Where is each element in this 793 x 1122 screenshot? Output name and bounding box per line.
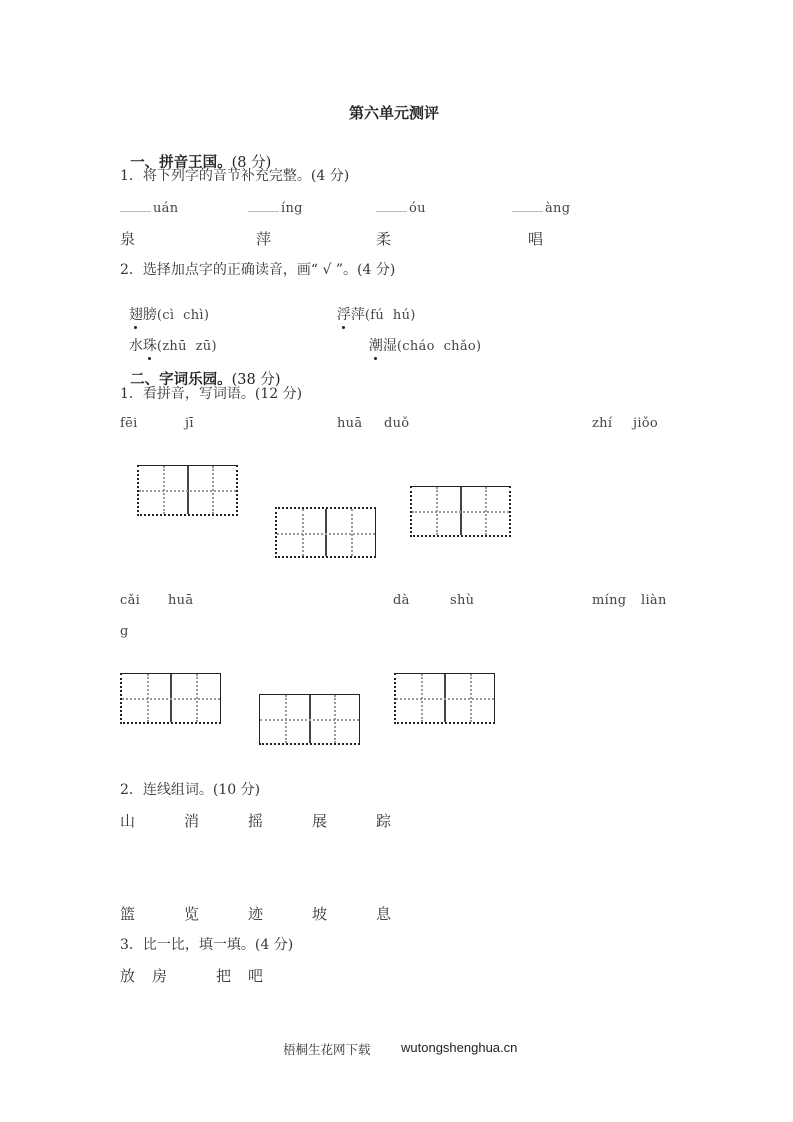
pinyin-da: dà (393, 593, 410, 608)
compare-char-3: 把 (216, 967, 232, 985)
footer-site-name: 梧桐生花网下载 (283, 1042, 371, 1057)
s1-q2-prompt: 2．选择加点字的正确读音，画“ √ ”。(4 分) (120, 262, 396, 278)
blank-line[interactable] (376, 199, 407, 212)
page-title: 第六单元测评 (349, 104, 440, 122)
match-top-3[interactable]: 摇 (248, 812, 264, 830)
emphasis-dot (342, 326, 345, 329)
section-2-points: (38 分) (231, 372, 281, 388)
section-1-points: (8 分) (231, 155, 272, 171)
pinyin-fei: fēi (120, 416, 138, 431)
match-top-2[interactable]: 消 (184, 812, 200, 830)
compare-char-4: 吧 (248, 967, 264, 985)
writing-grid-feiji[interactable] (137, 465, 238, 516)
writing-grid-dashu[interactable] (259, 694, 360, 745)
s2-q3-prompt: 3．比一比，填一填。(4 分) (120, 937, 294, 953)
s2-q1-prompt: 1．看拼音，写词语。(12 分) (120, 386, 303, 402)
blank-line[interactable] (120, 199, 151, 212)
match-top-5[interactable]: 踪 (376, 812, 392, 830)
match-bottom-5[interactable]: 息 (376, 905, 392, 923)
pinyin-hua: huā (337, 416, 363, 431)
reading-choice-2[interactable]: 浮 萍(fú hú) (328, 288, 416, 324)
writing-grid-huaduo[interactable] (275, 507, 376, 558)
match-bottom-4[interactable]: 坡 (312, 905, 328, 923)
match-bottom-2[interactable]: 览 (184, 905, 200, 923)
char-3: 柔 (376, 230, 392, 248)
match-top-1[interactable]: 山 (120, 812, 136, 830)
pinyin-duo: duǒ (384, 416, 410, 431)
pinyin-ming: míng (592, 593, 627, 608)
pinyin-blank-1[interactable]: uán (120, 199, 178, 216)
pinyin-wrap-g: g (120, 624, 129, 639)
reading-choice-1[interactable]: 翅 膀(cì chì) (120, 288, 209, 324)
pinyin-blank-2[interactable]: íng (248, 199, 303, 216)
writing-grid-zhijiao[interactable] (410, 486, 511, 537)
char-2: 萍 (256, 230, 272, 248)
section-1-title: 一、拼音王国。 (130, 155, 232, 171)
pinyin-ji: jī (185, 416, 194, 431)
pinyin-lian: liàn (641, 593, 667, 608)
pinyin-shu: shù (450, 593, 475, 608)
char-4: 唱 (528, 230, 544, 248)
writing-grid-mingliang[interactable] (394, 673, 495, 724)
writing-grid-caihua[interactable] (120, 673, 221, 724)
compare-char-2: 房 (152, 967, 168, 985)
section-2-title: 二、字词乐园。 (130, 372, 232, 388)
pinyin-cai: cǎi (120, 593, 141, 608)
compare-char-1: 放 (120, 967, 136, 985)
footer-url-link[interactable]: wutongshenghua.cn (401, 1040, 518, 1055)
emphasis-dot (374, 357, 377, 360)
pinyin-blank-4[interactable]: àng (512, 199, 570, 216)
reading-choice-3[interactable]: 水珠 (zhū zū) (120, 319, 217, 355)
match-top-4[interactable]: 展 (312, 812, 328, 830)
match-bottom-1[interactable]: 篮 (120, 905, 136, 923)
s1-q1-prompt: 1．将下列字的音节补充完整。(4 分) (120, 168, 350, 184)
pinyin-zhi: zhí (592, 416, 613, 431)
blank-line[interactable] (512, 199, 543, 212)
pinyin-jiao: jiǒo (633, 416, 659, 431)
match-bottom-3[interactable]: 迹 (248, 905, 264, 923)
char-1: 泉 (120, 230, 136, 248)
pinyin-blank-3[interactable]: óu (376, 199, 426, 216)
s2-q2-prompt: 2．连线组词。(10 分) (120, 782, 261, 798)
reading-choice-4[interactable]: 潮 湿(cháo chǎo) (360, 319, 481, 355)
pinyin-hua-2: huā (168, 593, 194, 608)
blank-line[interactable] (248, 199, 279, 212)
